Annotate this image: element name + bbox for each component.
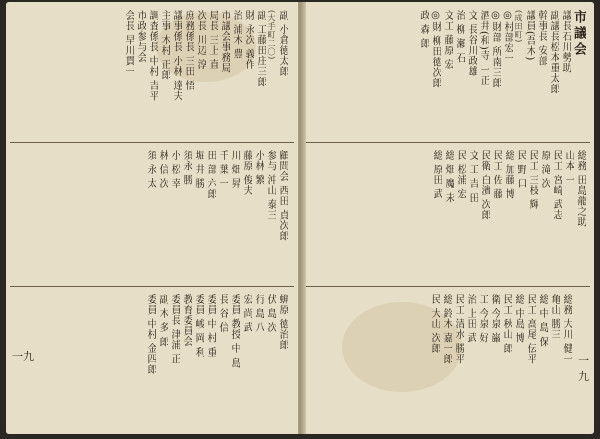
roster-entry: 田 部 六郎 [205, 150, 216, 200]
roster-entry: 長 谷 信 [217, 294, 228, 333]
section-divider [306, 286, 590, 287]
roster-entry: 蝋原 徳治郎 [277, 294, 288, 351]
roster-entry: 民工 高尾 伝平 [525, 294, 536, 365]
roster-entry: 民工 清水 勝平 [453, 294, 464, 365]
roster-entry: 民 大山 次郎 [429, 294, 440, 354]
roster-entry: 須 永 太 [145, 150, 156, 189]
roster-entry: 民工 宮崎 武志 [551, 150, 562, 221]
roster-entry: 総務 田島龍之助 [575, 150, 586, 228]
roster-entry: 副 木 多 郎 [157, 294, 168, 348]
roster-entry: 民工 三枝 輝 [527, 150, 538, 210]
roster-entry: 須永 勝 [181, 150, 192, 186]
roster-entry: 議員(吾木) [524, 10, 535, 61]
roster-entry: ◎財 柳田徳次郎 [430, 10, 441, 89]
right-page-bottom-section [308, 294, 572, 424]
roster-entry: 委員長 津浦 正 [169, 294, 180, 365]
roster-entry: 幹事長 安部 [536, 10, 547, 67]
roster-entry: 総 原田 武 [431, 150, 442, 200]
roster-entry: 民 野 口 [515, 150, 526, 189]
roster-entry: 千 葉 一 [217, 150, 228, 189]
right-page [302, 2, 594, 434]
roster-entry: 総 畑 魔 末 [443, 150, 454, 204]
left-page [6, 2, 298, 434]
roster-entry: 顧問会 西田 貞次郎 [277, 150, 288, 242]
roster-entry: 民衛 白濱 次郎 [479, 150, 490, 221]
roster-entry: 財 永次 義作 [243, 10, 254, 70]
roster-entry: 川 畑 昇 [229, 150, 240, 189]
section-title: 市議会 [571, 10, 586, 58]
roster-entry: 総 鈴木 嘉一郎 [441, 294, 452, 365]
roster-entry: 総 中 島 保 [537, 294, 548, 348]
roster-entry: 山本 一 [563, 150, 574, 186]
section-divider [306, 142, 590, 143]
roster-entry: 林 信 次 [157, 150, 168, 189]
roster-entry: 参与 沖山 泰三 [265, 150, 276, 221]
roster-entry: 治 柳 瀬 石 [454, 10, 465, 64]
roster-entry: 委員 中 村 重 [205, 294, 216, 358]
section-divider [10, 142, 294, 143]
roster-entry: 委員 峻 岡 利 [193, 294, 204, 358]
open-book [6, 2, 594, 434]
roster-entry: 伏 島 次 [265, 294, 276, 333]
roster-entry: 治 浦木 豊 [231, 10, 242, 60]
roster-entry: 藤原 俊夫 [241, 150, 252, 196]
right-page-middle-section [308, 150, 586, 276]
roster-entry: 市議会事務局 [219, 10, 230, 73]
roster-entry: 市政参与会 [135, 10, 146, 63]
roster-entry: 文 工 吉 田 [467, 150, 478, 204]
roster-entry: 総 加藤 博 [503, 150, 514, 200]
roster-entry: 文 長谷川政雄 [466, 10, 477, 77]
roster-entry: 小 松 幸 [169, 150, 180, 189]
roster-entry: 副 小倉徳太郎 [277, 10, 288, 77]
roster-entry: 文工 藤原 宏 [442, 10, 453, 70]
left-page-top-section [32, 10, 288, 128]
roster-entry: (大手町二〇) [267, 10, 276, 60]
roster-entry: 次長 川辺 淳 [195, 10, 206, 70]
roster-entry: 総務 大川 健一 [561, 294, 572, 365]
roster-entry: 政 森 郎 [418, 10, 429, 49]
roster-entry: 教育委員会 [181, 294, 192, 347]
roster-entry: 調査係長 中村 吉平 [147, 10, 158, 102]
roster-entry: 議長石川勢助 [560, 10, 571, 73]
page-number-right: 一九 [578, 354, 589, 383]
section-divider [10, 286, 294, 287]
roster-entry: 局長 三上 直 [207, 10, 218, 70]
roster-entry: 委員 中村 金四郎 [145, 294, 156, 375]
roster-entry: 総 中島 博 [513, 294, 524, 344]
roster-entry: 宏 尚 武 [241, 294, 252, 333]
roster-entry: (成田町) [514, 10, 523, 43]
roster-entry: 民 松浦 宏 [455, 150, 466, 200]
right-page-top-section [308, 10, 586, 128]
roster-entry: 行 島 八 [253, 294, 264, 333]
roster-entry: 委員 教授 中 島 [229, 294, 240, 369]
page-number-left: 一九 [12, 350, 34, 363]
roster-entry: 堀 井 勝 [193, 150, 204, 189]
roster-entry: 会長 早川貫一 [123, 10, 134, 77]
roster-entry: 副議長松本重太郎 [548, 10, 559, 94]
roster-entry: 亀山 勝三 [549, 294, 560, 340]
roster-entry: 民工 佐 藤 [491, 150, 502, 200]
roster-entry: 副 工藤田庄三郎 [255, 10, 266, 88]
roster-entry: 主事 木村 正郎 [159, 10, 170, 81]
roster-entry: 庶務係長 三田 悟 [183, 10, 194, 91]
roster-entry: ◎村部宏一 [502, 10, 513, 64]
roster-entry: 民工 秋山 郎 [501, 294, 512, 354]
roster-entry: 工 今泉 好 [477, 294, 488, 344]
left-page-middle-section [12, 150, 288, 276]
left-page-bottom-section [32, 294, 288, 424]
roster-entry: 酒井(和)寺 一正 [478, 10, 489, 86]
roster-entry: ◎財部 所南三郎 [490, 10, 501, 89]
roster-entry: 治 上田 武 [465, 294, 476, 344]
roster-entry: 小林 繁 [253, 150, 264, 186]
roster-entry: 衛 今泉 巌 [489, 294, 500, 344]
roster-entry: 議事係長 小林 達夫 [171, 10, 182, 102]
roster-entry: 原 滝 次 [539, 150, 550, 189]
